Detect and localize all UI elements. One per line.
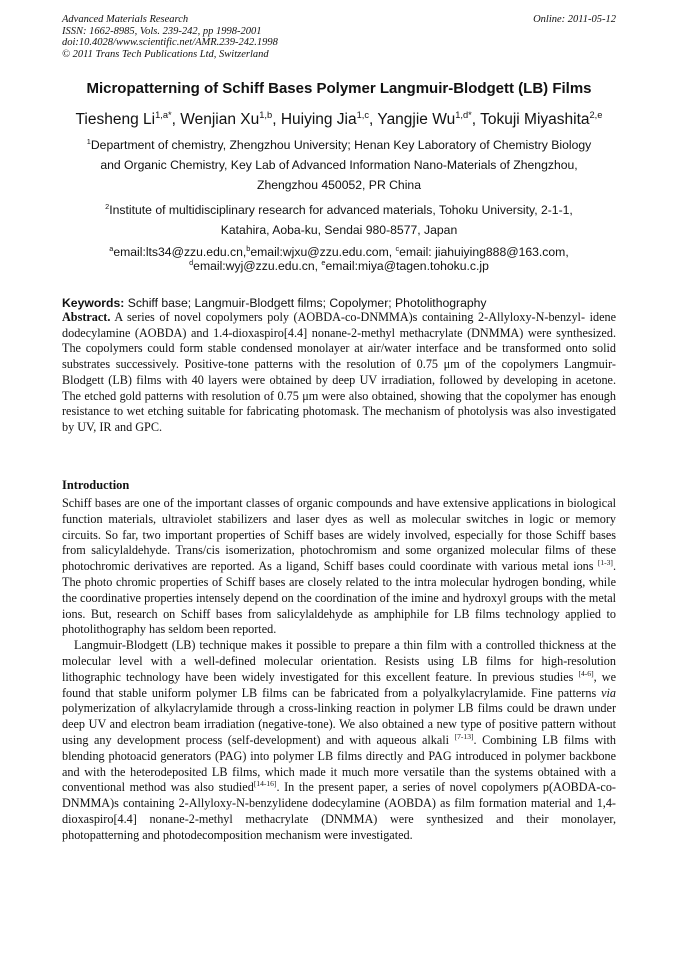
affiliation-1: $^1$Department of chemistry, Zhengzhou University; Henan Key Laboratory of Chemistry Biology and Organic Chemistry, Key Lab of Advanced Information Nano-Materials of Zhengzhou, Zhengzhou 450052, PR China	[86, 136, 592, 192]
paragraph: Schiff bases are one of the important classes of organic compounds and have extensive applications in biological function materials, ultraviolet stabilizers and laser dyes as well as molecular switches in logic or memory circuits. So far, two important properties of Schiff bases are widely involved, especially for those Schiff bases from salicylaldehyde. Trans/cis isomerization, photochromism and some organized molecular films of these photochromic derivatives are reported. As a ligand, Schiff bases could coordinate with various metal ions [1-3]. The photo chromic properties of Schiff bases are closely related to the intra molecular hydrogen bonding, while the coordinative properties intensely depend on the coordination of the imine and hydroxyl groups with the metal ions. But, research on Schiff bases from salicylaldehyde as amphiphile for LB films technology applied to photolithography has seldom been reported.	[62, 496, 616, 637]
keywords	[62, 296, 616, 310]
keywords-label: Keywords:	[62, 296, 125, 310]
email-link[interactable]: $^d$email:wyj@zzu.edu.cn,	[189, 257, 322, 273]
citation[interactable]: [4-6]	[578, 668, 594, 678]
author: Wenjian Xu$^{1,b}$,	[180, 109, 281, 128]
author: Yangjie $Wu^{1,d*}$,	[377, 109, 481, 128]
section-heading-introduction: Introduction	[62, 478, 130, 492]
email-link[interactable]: $^c$email: jiahuiying888@163.com,	[395, 243, 569, 259]
introduction-body	[62, 496, 616, 844]
email-link[interactable]: $^e$email:miya@tagen.tohoku.c.jp	[321, 257, 489, 273]
copyright-line: © 2011 Trans Tech Publications Ltd, Switzerland	[62, 48, 269, 60]
paragraph: Langmuir-Blodgett (LB) technique makes it possible to prepare a thin film with a controlled thickness at the molecular level with a well-defined molecular orientation. Resists using LB films for high-resolution lithographic technology have been widely investigated for this excellent feature. In previous studies [4-6], we found that stable uniform polymer LB films can be fabricated from a polyalkylacrylamide. Fine patterns via polymerization of alkylacrylamide through a cross-linking reaction in polymer LB films could be drawn under deep UV and electron beam irradiation (negative-tone). We also obtained a new type of positive pattern without using any development process (self-development) and with aqueous alkali [7-13]. Combining LB films with blending photoacid generators (PAG) into polymer LB films directly and PAG introduced in polymer backbone and with the heterodeposited LB films, which made it much more versatile than the systems obtained with a conventional method was also studied[14-16]. In the present paper, a series of novel copolymers p(AOBDA-co-DNMMA)s containing 2-Allyloxy-N-benzylidene dodecylamine (AOBDA) as film formation material and 1,4-dioxaspiro[4.4] nonane-2-methyl methacrylate (DNMMA) were synthesized and their monolayer, photopatterning and photodecomposition mechanism were investigated.	[62, 638, 616, 842]
author: Tokuji Miyashita$^{2,e}$	[480, 109, 603, 128]
author-list	[0, 111, 678, 129]
abstract-text: A series of novel copolymers poly (AOBDA-co-DNMMA)s containing 2-Allyloxy-N-benzyl- idene dodecylamine (AOBDA) and 1.4-dioxaspiro[4.4] nonane-2-methyl methacrylate (DNMMA) were synthesized. The copolymers could form stable condensed monolayer at air/water interface and be transformed onto solid substrates successively. Positive-tone patterns with the resolution of 0.75 μm of the copolymers Langmuir-Blodgett (LB) films with 40 layers were obtained by deep UV irradiation, followed by developing in acetone. The etched gold patterns with resolution of 0.75 μm were also obtained, showing that the copolymer has enough resistance to wet etching suitable for fabricating photomask. The mechanism of photolysis was also investigated by UV, IR and GPC.	[62, 310, 616, 434]
citation[interactable]: [1-3]	[597, 558, 613, 568]
abstract-label: Abstract.	[62, 310, 111, 324]
issn-line: ISSN: 1662-8985, Vols. 239-242, pp 1998-2001	[62, 25, 262, 37]
author: Huiying Jia$^{1,c}$,	[280, 109, 378, 128]
affiliation-2: $^2$Institute of multidisciplinary research for advanced materials, Tohoku University, 2-1-1, Katahira, Aoba-ku, Sendai 980-8577, Japan	[105, 201, 573, 237]
keywords-text: Schiff base; Langmuir-Blodgett films; Copolymer; Photolithography	[124, 296, 487, 310]
email-link[interactable]: $^a$email:lts34@zzu.edu.cn,	[109, 243, 247, 259]
abstract	[62, 310, 616, 436]
paper-title: Micropatterning of Schiff Bases Polymer Langmuir-Blodgett (LB) Films	[86, 80, 592, 97]
email-list	[0, 245, 678, 273]
author: Tiesheng $Li^{1,a*}$,	[75, 109, 181, 128]
citation[interactable]: [7-13]	[454, 731, 474, 741]
online-date: Online: 2011-05-12	[533, 14, 616, 25]
citation[interactable]: [14-16]	[253, 779, 277, 789]
email-link[interactable]: $^b$email:wjxu@zzu.edu.com,	[246, 243, 396, 259]
doi-line: doi:10.4028/www.scientific.net/AMR.239-242.1998	[62, 37, 278, 49]
journal-header	[62, 14, 616, 60]
journal-name: Advanced Materials Research	[62, 14, 189, 25]
